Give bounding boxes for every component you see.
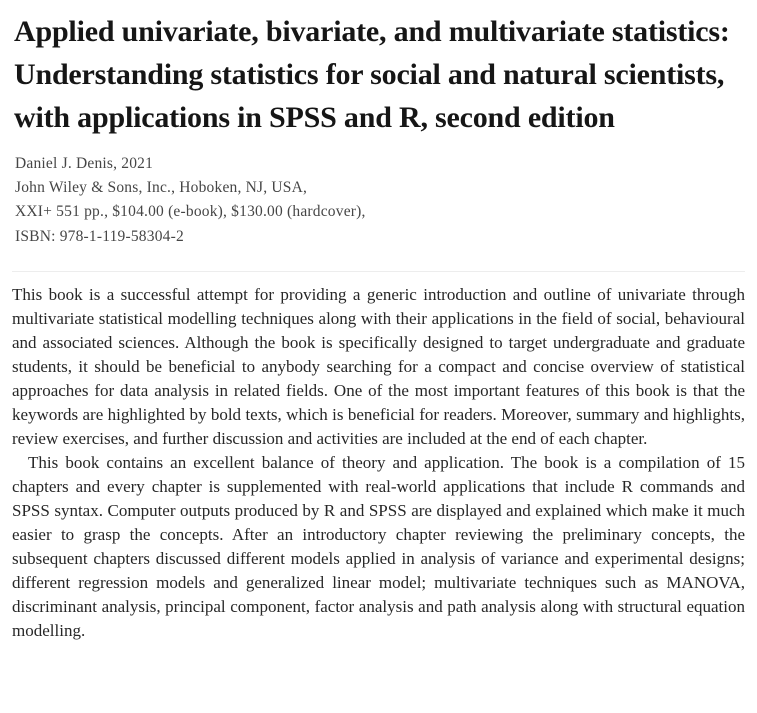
review-body <box>12 283 745 643</box>
book-title: Applied univariate, bivariate, and multivariate statistics: Understanding statistics for social and natural scientists, with applications in SPSS and R, second edition <box>14 15 730 134</box>
review-paragraph-1: This book is a successful attempt for providing a generic introduction and outline of univariate through multivariate statistical modelling techniques along with their applications in the field of social, behavioural and associated sciences. Although the book is specifically designed to target undergraduate and graduate students, it should be beneficial to anybody searching for a compact and concise overview of statistical approaches for data analysis in related fields. One of the most important features of this book is that the keywords are highlighted by bold texts, which is beneficial for readers. Moreover, summary and highlights, review exercises, and further discussion and activities are included at the end of each chapter. <box>12 284 745 448</box>
citation-block <box>15 152 745 249</box>
section-divider <box>12 271 745 272</box>
citation-author-year: Daniel J. Denis, 2021 <box>15 155 154 172</box>
citation-isbn: ISBN: 978-1-119-58304-2 <box>15 227 184 245</box>
citation-publisher: John Wiley & Sons, Inc., Hoboken, NJ, USA, <box>15 179 308 197</box>
review-paragraph-2: This book contains an excellent balance of theory and application. The book is a compilation of 15 chapters and every chapter is supplemented with real-world applications that include R commands and SPSS syntax. Computer outputs produced by R and SPSS are displayed and explained which make it much easier to grasp the concepts. After an introductory chapter reviewing the preliminary concepts, the subsequent chapters discussed different models applied in analysis of variance and experimental designs; different regression models and generalized linear model; multivariate techniques such as MANOVA, discriminant analysis, principal component, factor analysis and path analysis along with structural equation modelling. <box>12 452 745 640</box>
citation-pages-price: XXI+ 551 pp., $104.00 (e-book), $130.00 (hardcover), <box>15 203 366 221</box>
